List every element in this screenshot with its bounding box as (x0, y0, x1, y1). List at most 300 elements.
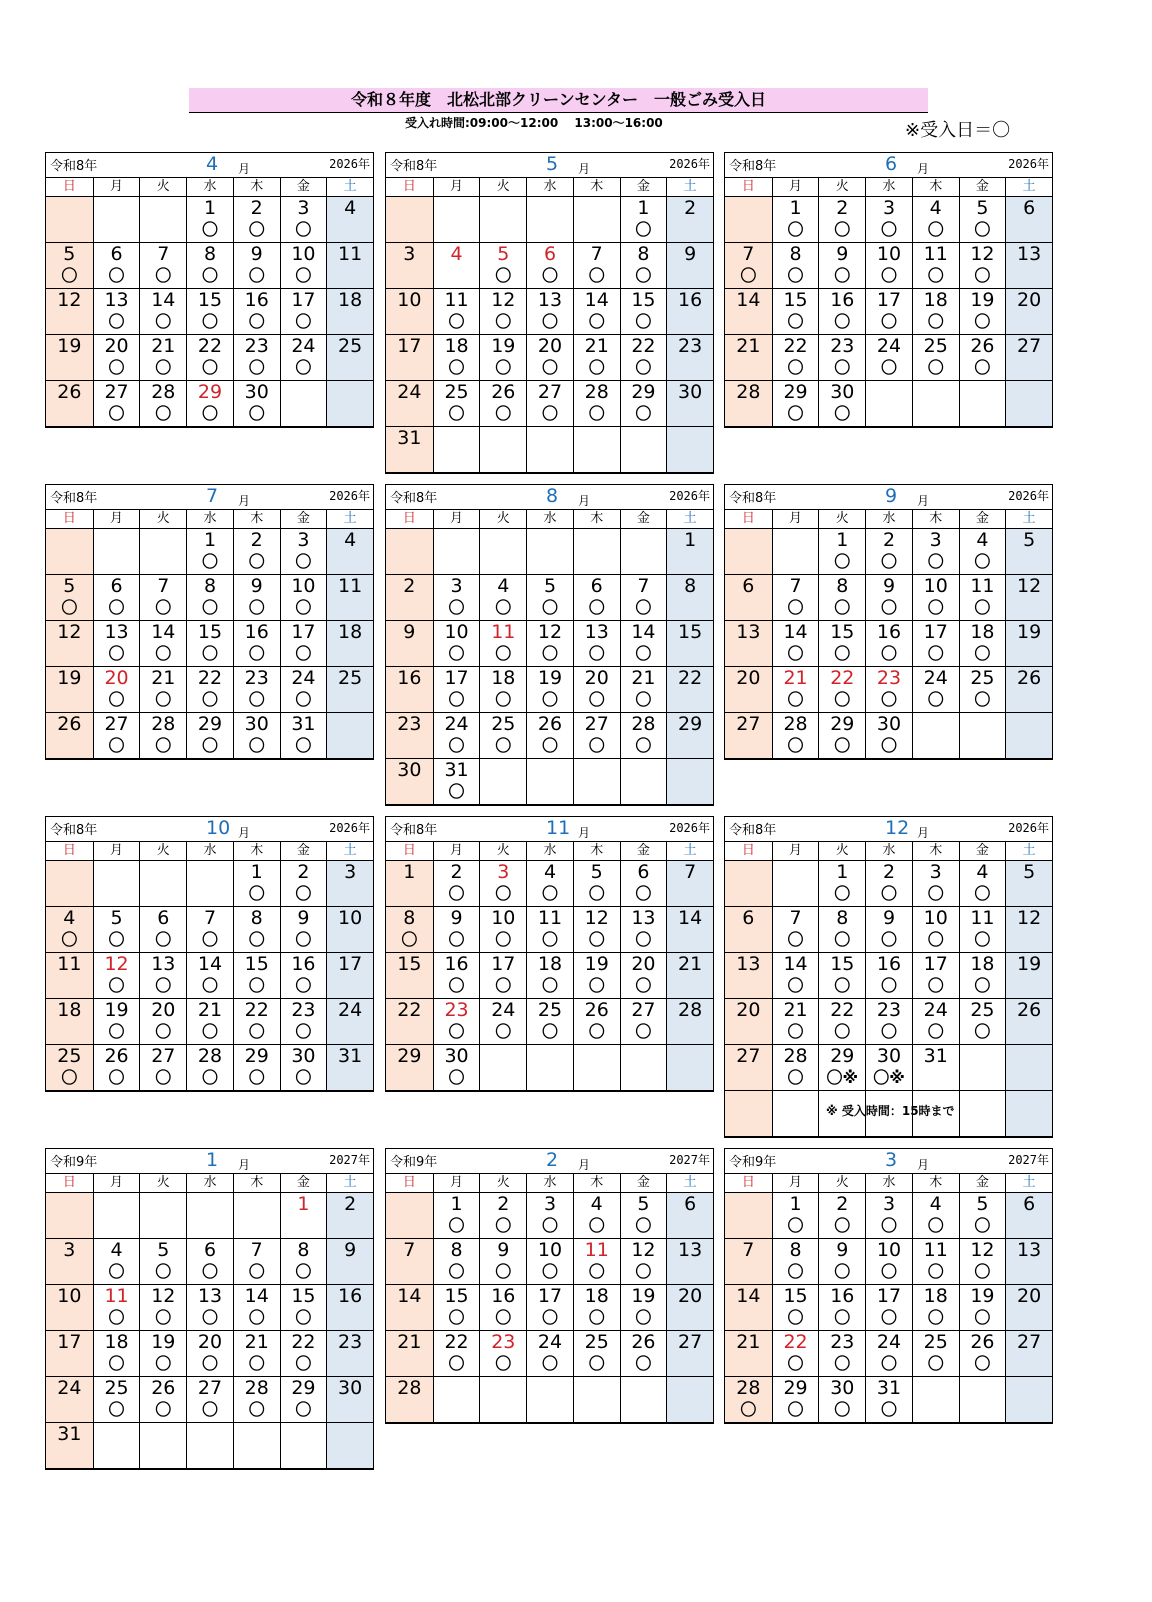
day-number: 15 (678, 621, 703, 643)
day-number: 4 (497, 575, 510, 597)
day-cell (280, 1045, 327, 1091)
day-number: 3 (929, 861, 942, 883)
day-number: 14 (151, 289, 176, 311)
day-cell (479, 529, 526, 575)
day-cell (280, 907, 327, 953)
day-number: 9 (836, 1239, 849, 1261)
day-cell (725, 999, 772, 1045)
day-cell (46, 575, 93, 621)
weekday-label: 土 (666, 178, 713, 196)
acceptance-mark: 〇 (974, 1216, 991, 1235)
day-number: 29 (197, 713, 223, 735)
day-number: 4 (543, 861, 557, 883)
day-number: 29 (291, 1377, 316, 1399)
day-cell (818, 1045, 865, 1091)
day-number: 1 (684, 529, 697, 551)
weekday-label: 土 (326, 842, 373, 860)
weekday-label: 日 (402, 1175, 416, 1190)
day-cell (479, 427, 526, 473)
day-cell (865, 999, 912, 1045)
day-cell (666, 1239, 713, 1285)
weekday-label: 木 (912, 842, 959, 860)
day-cell (526, 999, 573, 1045)
acceptance-mark: 〇 (448, 404, 465, 423)
day-cell (46, 289, 93, 335)
acceptance-mark: 〇 (295, 220, 312, 239)
day-cell (386, 953, 433, 999)
acceptance-mark: 〇 (834, 220, 851, 239)
day-cell (93, 335, 140, 381)
month-header (46, 817, 373, 842)
day-cell (139, 1331, 186, 1377)
day-cell (772, 713, 819, 759)
day-number: 5 (63, 243, 76, 265)
day-cell (93, 999, 140, 1045)
day-number: 19 (491, 335, 516, 357)
year-label: 2026年 (1008, 489, 1049, 503)
acceptance-mark: 〇 (880, 1216, 897, 1235)
acceptance-mark: 〇 (927, 312, 944, 331)
day-number: 16 (244, 621, 269, 643)
day-cell (280, 1239, 327, 1285)
month-number: 6 (885, 153, 898, 175)
day-number: 22 (197, 335, 223, 357)
acceptance-mark: 〇 (588, 1354, 605, 1373)
era-label: 令和8年 (50, 491, 98, 506)
acceptance-mark: 〇 (495, 358, 512, 377)
day-number: 6 (684, 1193, 697, 1215)
weekday-label: 火 (139, 1174, 186, 1192)
acceptance-mark: 〇 (495, 266, 512, 285)
day-number: 11 (537, 907, 563, 929)
acceptance-mark: 〇 (495, 930, 512, 949)
month-label: 月 (578, 826, 591, 840)
day-cell (1005, 953, 1052, 999)
day-cell (280, 861, 327, 907)
acceptance-mark: 〇 (880, 976, 897, 995)
acceptance-mark: 〇 (295, 1068, 312, 1087)
day-cell (912, 197, 959, 243)
day-cell (573, 907, 620, 953)
day-number: 9 (836, 243, 849, 265)
year-label: 2026年 (1008, 821, 1049, 835)
day-number: 10 (397, 289, 422, 311)
acceptance-mark: 〇 (295, 312, 312, 331)
day-cell (46, 713, 93, 759)
day-cell (433, 999, 480, 1045)
day-number: 20 (678, 1285, 703, 1307)
day-number: 2 (882, 529, 896, 551)
day-number: 3 (450, 575, 463, 597)
day-number: 31 (923, 1045, 948, 1067)
day-number: 26 (631, 1331, 656, 1353)
day-cell (666, 759, 713, 805)
weekday-header (386, 842, 713, 861)
day-number: 22 (444, 1331, 469, 1353)
day-number: 30 (244, 381, 269, 403)
weekday-label: 火 (139, 178, 186, 196)
day-cell (620, 335, 667, 381)
day-number: 2 (450, 861, 463, 883)
day-cell (386, 427, 433, 473)
day-number: 13 (631, 907, 656, 929)
day-cell (46, 953, 93, 999)
day-cell (186, 1331, 233, 1377)
day-grid (725, 1193, 1052, 1423)
day-number: 7 (684, 861, 697, 883)
day-cell (865, 1285, 912, 1331)
day-number: 29 (678, 713, 703, 735)
day-cell (139, 1285, 186, 1331)
weekday-label: 月 (772, 1174, 819, 1192)
day-number: 25 (491, 713, 516, 735)
acceptance-mark: 〇 (635, 358, 652, 377)
acceptance-mark: 〇 (880, 266, 897, 285)
acceptance-mark: 〇 (541, 1354, 558, 1373)
month-label: 月 (917, 162, 930, 176)
weekday-header (46, 178, 373, 197)
day-number: 10 (876, 243, 902, 265)
era-label: 令和8年 (729, 823, 777, 838)
day-cell (433, 953, 480, 999)
month-label: 月 (238, 162, 251, 176)
acceptance-mark: 〇 (541, 358, 558, 377)
day-number: 6 (110, 575, 123, 597)
acceptance-mark: 〇 (295, 976, 312, 995)
day-cell (865, 621, 912, 667)
day-number: 22 (830, 667, 855, 689)
weekday-label: 日 (62, 1175, 76, 1190)
day-number: 18 (338, 621, 363, 643)
day-number: 3 (403, 243, 416, 265)
day-number: 6 (637, 861, 650, 883)
day-number: 21 (736, 1331, 761, 1353)
day-cell (818, 713, 865, 759)
acceptance-mark: 〇 (201, 1262, 218, 1281)
day-number: 24 (397, 381, 422, 403)
day-cell (280, 1331, 327, 1377)
day-cell (725, 1091, 772, 1137)
footnote: ※ 受入時間：15時まで (826, 1104, 955, 1118)
day-number: 2 (250, 197, 263, 219)
acceptance-mark: 〇 (927, 1022, 944, 1041)
day-cell (386, 1331, 433, 1377)
day-cell (139, 381, 186, 427)
day-cell (479, 1377, 526, 1423)
acceptance-mark: 〇 (880, 358, 897, 377)
day-cell (818, 335, 865, 381)
day-number: 26 (57, 713, 82, 735)
day-cell (433, 1377, 480, 1423)
acceptance-mark: 〇 (248, 220, 265, 239)
day-number: 21 (736, 335, 761, 357)
day-cell (233, 1239, 280, 1285)
day-number: 21 (244, 1331, 269, 1353)
day-cell (865, 529, 912, 575)
day-cell (725, 243, 772, 289)
day-cell (233, 529, 280, 575)
day-number: 30 (830, 1377, 855, 1399)
day-cell (959, 1377, 1006, 1423)
day-number: 6 (1023, 197, 1036, 219)
day-number: 29 (197, 381, 223, 403)
weekday-label: 火 (818, 178, 865, 196)
acceptance-mark: 〇 (295, 884, 312, 903)
day-cell (912, 1045, 959, 1091)
acceptance-mark: 〇 (108, 644, 125, 663)
day-number: 12 (491, 289, 516, 311)
day-number: 30 (678, 381, 703, 403)
month-calendar (385, 152, 714, 474)
day-number: 11 (338, 575, 363, 597)
day-number: 25 (338, 667, 363, 689)
acceptance-mark: 〇 (787, 1262, 804, 1281)
acceptance-mark: 〇 (541, 598, 558, 617)
day-number: 20 (584, 667, 609, 689)
day-number: 30 (876, 713, 902, 735)
day-cell (666, 335, 713, 381)
day-cell (620, 1377, 667, 1423)
day-cell (959, 999, 1006, 1045)
acceptance-mark: 〇 (588, 358, 605, 377)
day-number: 12 (57, 621, 82, 643)
day-number: 6 (157, 907, 170, 929)
day-number: 11 (338, 243, 363, 265)
weekday-label: 日 (741, 179, 755, 194)
month-label: 月 (917, 1158, 930, 1172)
day-number: 3 (882, 197, 896, 219)
day-cell (573, 759, 620, 805)
month-calendar (385, 1148, 714, 1424)
day-number: 31 (876, 1377, 902, 1399)
day-number: 26 (537, 713, 563, 735)
era-label: 令和8年 (50, 823, 98, 838)
day-cell (620, 999, 667, 1045)
acceptance-mark: 〇 (635, 1308, 652, 1327)
day-number: 1 (789, 1193, 802, 1215)
acceptance-mark: 〇 (201, 736, 218, 755)
acceptance-mark: 〇 (787, 736, 804, 755)
day-number: 7 (742, 243, 755, 265)
day-cell (912, 1331, 959, 1377)
acceptance-mark: 〇 (588, 598, 605, 617)
day-number: 19 (970, 1285, 995, 1307)
day-cell (666, 381, 713, 427)
day-cell (46, 999, 93, 1045)
month-label: 月 (578, 494, 591, 508)
day-cell (818, 1377, 865, 1423)
weekday-label: 火 (479, 510, 526, 528)
day-number: 21 (151, 667, 176, 689)
day-cell (386, 1045, 433, 1091)
acceptance-mark: 〇 (248, 1354, 265, 1373)
day-number: 4 (976, 529, 989, 551)
day-number: 27 (736, 713, 761, 735)
day-cell (479, 243, 526, 289)
acceptance-mark: 〇 (201, 1354, 218, 1373)
day-number: 23 (678, 335, 703, 357)
day-cell (912, 243, 959, 289)
day-cell (326, 907, 373, 953)
day-cell (386, 1239, 433, 1285)
weekday-label: 月 (772, 842, 819, 860)
weekday-label: 金 (280, 510, 327, 528)
day-number: 12 (1017, 907, 1042, 929)
day-cell (666, 907, 713, 953)
day-cell (386, 999, 433, 1045)
day-number: 23 (244, 667, 269, 689)
acceptance-mark: 〇 (495, 1262, 512, 1281)
day-number: 15 (444, 1285, 469, 1307)
acceptance-mark: 〇 (834, 976, 851, 995)
day-number: 28 (151, 713, 176, 735)
day-cell (725, 1045, 772, 1091)
day-number: 25 (584, 1331, 609, 1353)
day-cell (818, 1331, 865, 1377)
day-number: 8 (789, 243, 802, 265)
acceptance-mark: 〇 (201, 1308, 218, 1327)
month-calendar (45, 484, 374, 760)
acceptance-mark: 〇 (248, 358, 265, 377)
day-cell (326, 999, 373, 1045)
day-number: 8 (203, 575, 217, 597)
acceptance-mark: 〇 (834, 404, 851, 423)
day-number: 29 (830, 713, 855, 735)
day-number: 6 (590, 575, 603, 597)
day-cell (326, 621, 373, 667)
year-label: 2027年 (329, 1153, 370, 1167)
day-cell (46, 197, 93, 243)
day-number: 21 (197, 999, 223, 1021)
acceptance-mark: 〇 (927, 884, 944, 903)
day-cell (959, 335, 1006, 381)
acceptance-mark: 〇 (974, 312, 991, 331)
day-cell (433, 759, 480, 805)
day-number: 6 (203, 1239, 217, 1261)
day-cell (1005, 1193, 1052, 1239)
day-number: 10 (291, 575, 316, 597)
acceptance-mark: 〇 (635, 404, 652, 423)
weekday-label: 土 (326, 178, 373, 196)
day-cell (573, 1239, 620, 1285)
day-number: 16 (678, 289, 703, 311)
acceptance-mark: 〇 (974, 266, 991, 285)
day-cell (186, 381, 233, 427)
day-number: 9 (882, 907, 896, 929)
era-label: 令和9年 (50, 1155, 98, 1170)
day-number: 12 (1017, 575, 1042, 597)
acceptance-mark: 〇 (974, 1354, 991, 1373)
weekday-header (46, 842, 373, 861)
acceptance-mark: 〇 (541, 266, 558, 285)
day-number: 28 (244, 1377, 269, 1399)
day-number: 13 (736, 953, 761, 975)
day-cell (326, 1377, 373, 1423)
acceptance-mark: 〇 (834, 1022, 851, 1041)
day-cell (725, 381, 772, 427)
day-cell (772, 289, 819, 335)
acceptance-mark: 〇 (588, 690, 605, 709)
acceptance-mark: 〇 (495, 312, 512, 331)
day-number: 25 (970, 667, 995, 689)
day-number: 28 (783, 713, 808, 735)
acceptance-mark: 〇 (61, 598, 78, 617)
day-number: 14 (397, 1285, 422, 1307)
acceptance-mark: 〇 (880, 1022, 897, 1041)
month-calendar (45, 816, 374, 1092)
day-cell (772, 529, 819, 575)
acceptance-mark: 〇 (155, 1022, 172, 1041)
acceptance-mark: 〇 (108, 1022, 125, 1041)
acceptance-mark: 〇 (201, 1400, 218, 1419)
day-number: 22 (830, 999, 855, 1021)
day-cell (433, 907, 480, 953)
day-cell (865, 1331, 912, 1377)
day-cell (93, 1377, 140, 1423)
day-cell (233, 1045, 280, 1091)
acceptance-mark: 〇 (495, 1022, 512, 1041)
day-cell (818, 243, 865, 289)
day-number: 6 (543, 243, 557, 265)
day-cell (573, 667, 620, 713)
acceptance-mark: 〇 (248, 1262, 265, 1281)
weekday-label: 火 (818, 842, 865, 860)
acceptance-mark: 〇 (108, 1068, 125, 1087)
month-header (725, 1149, 1052, 1174)
day-number: 4 (976, 861, 989, 883)
day-number: 22 (244, 999, 269, 1021)
day-number: 30 (244, 713, 269, 735)
day-number: 7 (742, 1239, 755, 1261)
day-cell (818, 289, 865, 335)
day-cell (326, 1239, 373, 1285)
day-number: 18 (970, 621, 995, 643)
day-cell (620, 197, 667, 243)
day-cell (818, 381, 865, 427)
day-number: 10 (923, 575, 948, 597)
day-cell (912, 529, 959, 575)
acceptance-mark: 〇 (974, 976, 991, 995)
day-number: 14 (736, 289, 761, 311)
acceptance-mark: 〇 (787, 1216, 804, 1235)
day-number: 20 (1017, 1285, 1042, 1307)
day-cell (1005, 575, 1052, 621)
acceptance-mark: 〇 (588, 930, 605, 949)
weekday-label: 日 (402, 843, 416, 858)
day-grid (46, 197, 373, 427)
day-cell (280, 381, 327, 427)
acceptance-mark: 〇 (787, 598, 804, 617)
day-cell (912, 335, 959, 381)
day-cell (725, 197, 772, 243)
weekday-label: 日 (402, 179, 416, 194)
acceptance-mark: 〇※ (873, 1068, 905, 1087)
day-number: 7 (157, 575, 170, 597)
day-number: 15 (197, 289, 223, 311)
day-number: 15 (783, 289, 808, 311)
day-cell (818, 667, 865, 713)
acceptance-mark: 〇 (495, 1354, 512, 1373)
weekday-label: 月 (433, 1174, 480, 1192)
day-cell (280, 289, 327, 335)
weekday-label: 木 (233, 1174, 280, 1192)
day-cell (1005, 1091, 1052, 1137)
day-number: 16 (291, 953, 316, 975)
weekday-label: 月 (433, 178, 480, 196)
day-number: 1 (637, 197, 650, 219)
weekday-header (725, 1174, 1052, 1193)
acceptance-mark: 〇 (108, 1400, 125, 1419)
